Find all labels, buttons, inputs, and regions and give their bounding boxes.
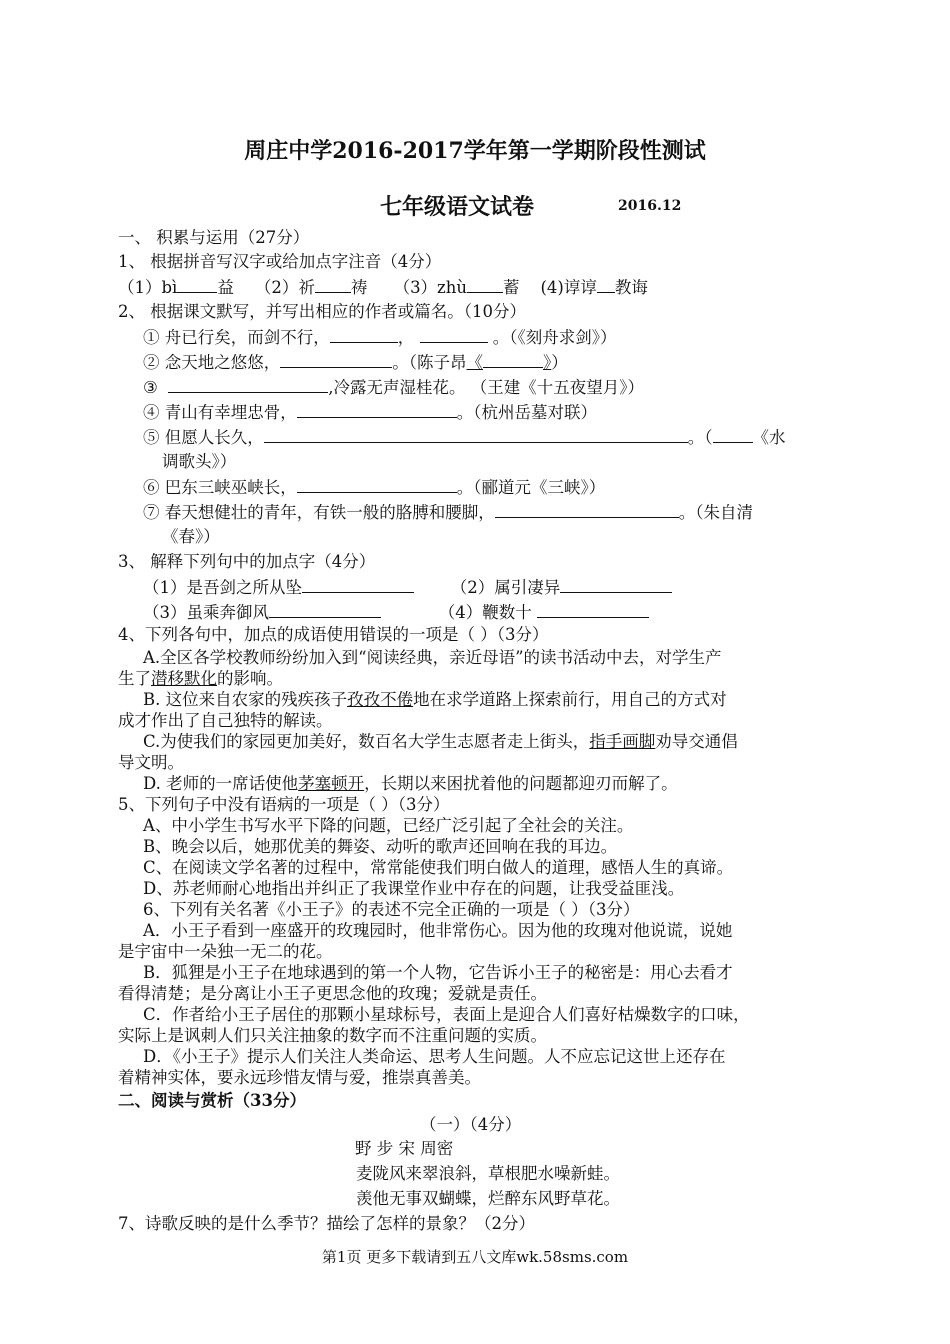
q6-option-b-cont: 看得清楚；是分离让小王子更思念他的玫瑰；爱就是责任。 <box>118 984 547 1003</box>
q4-option-a: A.全区各学校教师纷纷加入到“阅读经典，亲近母语”的读书活动中去，对学生产 <box>143 648 722 667</box>
q5-option-b: B、晚会以后，她那优美的舞姿、动听的歌声还回响在我的耳边。 <box>143 837 618 856</box>
q2-text: ② 念天地之悠悠， <box>143 353 281 372</box>
q2-text: ⑦ 春天想健壮的青年，有铁一般的胳膊和腰脚， <box>143 503 495 522</box>
answer-blank[interactable] <box>330 326 398 343</box>
answer-blank[interactable] <box>560 576 672 593</box>
q2-line-7-cont: 《春》） <box>162 527 220 546</box>
answer-blank[interactable] <box>302 576 414 593</box>
poem-title: 野 步 宋 周密 <box>355 1139 454 1158</box>
q6-option-d: D．《小王子》提示人们关注人类命运、思考人生问题。人不应忘记这世上还存在 <box>143 1047 726 1066</box>
q3-item: （4）鞭数十 <box>438 603 532 622</box>
q1-prompt: 1、 根据拼音写汉字或给加点字注音（4分） <box>118 252 442 271</box>
q5-option-c: C、在阅读文学名著的过程中，常常能使我们明白做人的道理，感悟人生的真谛。 <box>143 858 734 877</box>
exam-subtitle: 七年级语文试卷 <box>380 194 535 220</box>
q2-text: ③ <box>143 378 158 397</box>
q1-item: 蓄 <box>503 278 520 297</box>
q2-text: 《水 <box>752 428 786 447</box>
answer-blank[interactable] <box>483 351 543 368</box>
exam-date: 2016.12 <box>618 198 682 214</box>
section-2-heading: 二、阅读与赏析（33分） <box>118 1091 306 1110</box>
q6-option-b: B．狐狸是小王子在地球遇到的第一个人物，它告诉小王子的秘密是：用心去看才 <box>143 963 733 982</box>
q4-text: 劝导交通倡 <box>655 732 738 751</box>
q6-prompt: 6、下列有关名著《小王子》的表述不完全正确的一项是（ ）（3分） <box>143 900 640 919</box>
q6-option-c-cont: 实际上是讽刺人们只关注抽象的数字而不注重问题的实质。 <box>118 1026 547 1045</box>
q3-item: （1）是吾剑之所从坠 <box>143 578 302 597</box>
q6-option-a: A．小王子看到一座盛开的玫瑰园时，他非常伤心。因为他的玫瑰对他说谎，说她 <box>143 921 733 940</box>
q1-item: （1）bì <box>118 278 178 297</box>
answer-blank[interactable] <box>537 601 649 618</box>
answer-blank[interactable] <box>297 476 457 493</box>
q4-text: 地在求学道路上探索前行，用自己的方式对 <box>413 690 727 709</box>
q2-text: ⑥ 巴东三峡巫峡长， <box>143 478 297 497</box>
q2-line-5-cont: 调歌头》） <box>162 452 237 471</box>
q3-row-2 <box>143 601 649 623</box>
q2-text: 《 <box>466 353 483 372</box>
q2-text: 》 <box>543 353 552 372</box>
q1-item: (4)谆谆 <box>540 278 597 297</box>
answer-blank[interactable] <box>269 601 381 618</box>
q2-line-2 <box>143 351 568 373</box>
answer-blank[interactable] <box>420 326 488 343</box>
q3-item: （2）属引凄异 <box>450 578 561 597</box>
q4-option-b <box>143 689 727 710</box>
q4-idiom: 潜移默化 <box>151 669 217 688</box>
part-1-heading: （一）（4分） <box>420 1115 522 1134</box>
q6-option-a-cont: 是宇宙中一朵独一无二的花。 <box>118 942 333 961</box>
q3-prompt: 3、 解释下列句中的加点字（4分） <box>118 552 376 571</box>
q7-prompt: 7、诗歌反映的是什么季节？描绘了怎样的景象？（2分） <box>118 1214 535 1233</box>
q6-option-c: C．作者给小王子居住的那颗小星球标号，表面上是迎合人们喜好枯燥数字的口味， <box>143 1005 750 1024</box>
q1-item: 教诲 <box>614 278 648 297</box>
q2-line-1 <box>143 326 617 348</box>
q4-idiom: 孜孜不倦 <box>347 690 414 709</box>
q4-option-c-cont: 导文明。 <box>118 753 184 772</box>
q2-text: 。（郦道元《三峡》） <box>456 478 606 497</box>
q5-option-d: D、苏老师耐心地指出并纠正了我课堂作业中存在的问题，让我受益匪浅。 <box>143 879 685 898</box>
q1-items <box>118 276 648 298</box>
answer-blank[interactable] <box>315 276 351 293</box>
q4-idiom: 茅塞顿开 <box>298 774 365 793</box>
q2-text: ④ 青山有幸埋忠骨， <box>143 403 297 422</box>
q2-text: 。（杭州岳墓对联） <box>456 403 597 422</box>
q4-text: C.为使我们的家园更加美好，数百名大学生志愿者走上街头， <box>143 732 590 751</box>
q1-item: （2）祈 <box>254 278 315 297</box>
q2-text: ,冷露无声湿桂花。 （王建《十五夜望月》） <box>328 378 645 397</box>
q2-line-3 <box>143 376 644 398</box>
q4-text: D. 老师的一席话使他 <box>143 774 299 793</box>
q2-text: ， <box>397 328 415 347</box>
q4-option-c <box>143 731 738 752</box>
answer-blank[interactable] <box>264 426 688 443</box>
answer-blank[interactable] <box>597 276 615 293</box>
q2-line-7 <box>143 501 753 523</box>
q2-text: 。（朱自清 <box>678 503 753 522</box>
answer-blank[interactable] <box>280 351 392 368</box>
q3-row-1 <box>143 576 672 598</box>
q4-prompt: 4、下列各句中，加点的成语使用错误的一项是（ ）（3分） <box>118 625 549 644</box>
q1-item: 祷 <box>350 278 368 297</box>
q2-line-5 <box>143 426 786 448</box>
poem-line-1: 麦陇风来翠浪斜，草根肥水噪新蛙。 <box>356 1164 620 1183</box>
q4-option-a-cont <box>118 668 283 689</box>
q1-item: （3）zhù <box>393 278 468 297</box>
q2-text: ① 舟已行矣，而剑不行， <box>143 328 330 347</box>
answer-blank[interactable] <box>495 501 679 518</box>
answer-blank[interactable] <box>297 401 457 418</box>
answer-blank[interactable] <box>177 276 217 293</box>
q2-text: 。（ <box>687 428 713 447</box>
page-footer: 第1页 更多下载请到五八文库wk.58sms.com <box>321 1248 629 1266</box>
q4-idiom: 指手画脚 <box>589 732 656 751</box>
q2-text: ） <box>551 353 568 372</box>
q2-prompt: 2、 根据课文默写，并写出相应的作者或篇名。（10分） <box>118 302 526 321</box>
q4-option-b-cont: 成才作出了自己独特的解读。 <box>118 711 333 730</box>
q2-text: ⑤ 但愿人长久， <box>143 428 264 447</box>
q4-text: 生了 <box>118 669 151 688</box>
q3-item: （3）虽乘奔御风 <box>143 603 269 622</box>
q2-line-4 <box>143 401 597 423</box>
q4-text: 的影响。 <box>217 669 283 688</box>
q4-text: B. 这位来自农家的残疾孩子 <box>143 690 348 709</box>
q4-text: ，长期以来困扰着他的问题都迎刃而解了。 <box>364 774 678 793</box>
q1-item: 益 <box>217 278 234 297</box>
poem-line-2: 羡他无事双蝴蝶，烂醉东风野草花。 <box>356 1189 620 1208</box>
answer-blank[interactable] <box>713 426 753 443</box>
q5-option-a: A、中小学生书写水平下降的问题，已经广泛引起了全社会的关注。 <box>143 816 634 835</box>
exam-title: 周庄中学2016-2017学年第一学期阶段性测试 <box>244 138 706 164</box>
q4-option-d <box>143 773 678 794</box>
q6-option-d-cont: 着精神实体，要永远珍惜友情与爱，推崇真善美。 <box>118 1068 481 1087</box>
q2-text: 。（陈子昂 <box>392 353 467 372</box>
q2-text: 。（《刻舟求剑》） <box>492 328 617 347</box>
q2-line-6 <box>143 476 605 498</box>
answer-blank[interactable] <box>467 276 503 293</box>
section-1-heading: 一、 积累与运用（27分） <box>118 228 310 247</box>
q5-prompt: 5、下列句子中没有语病的一项是（ ）（3分） <box>118 795 450 814</box>
answer-blank[interactable] <box>168 376 328 393</box>
